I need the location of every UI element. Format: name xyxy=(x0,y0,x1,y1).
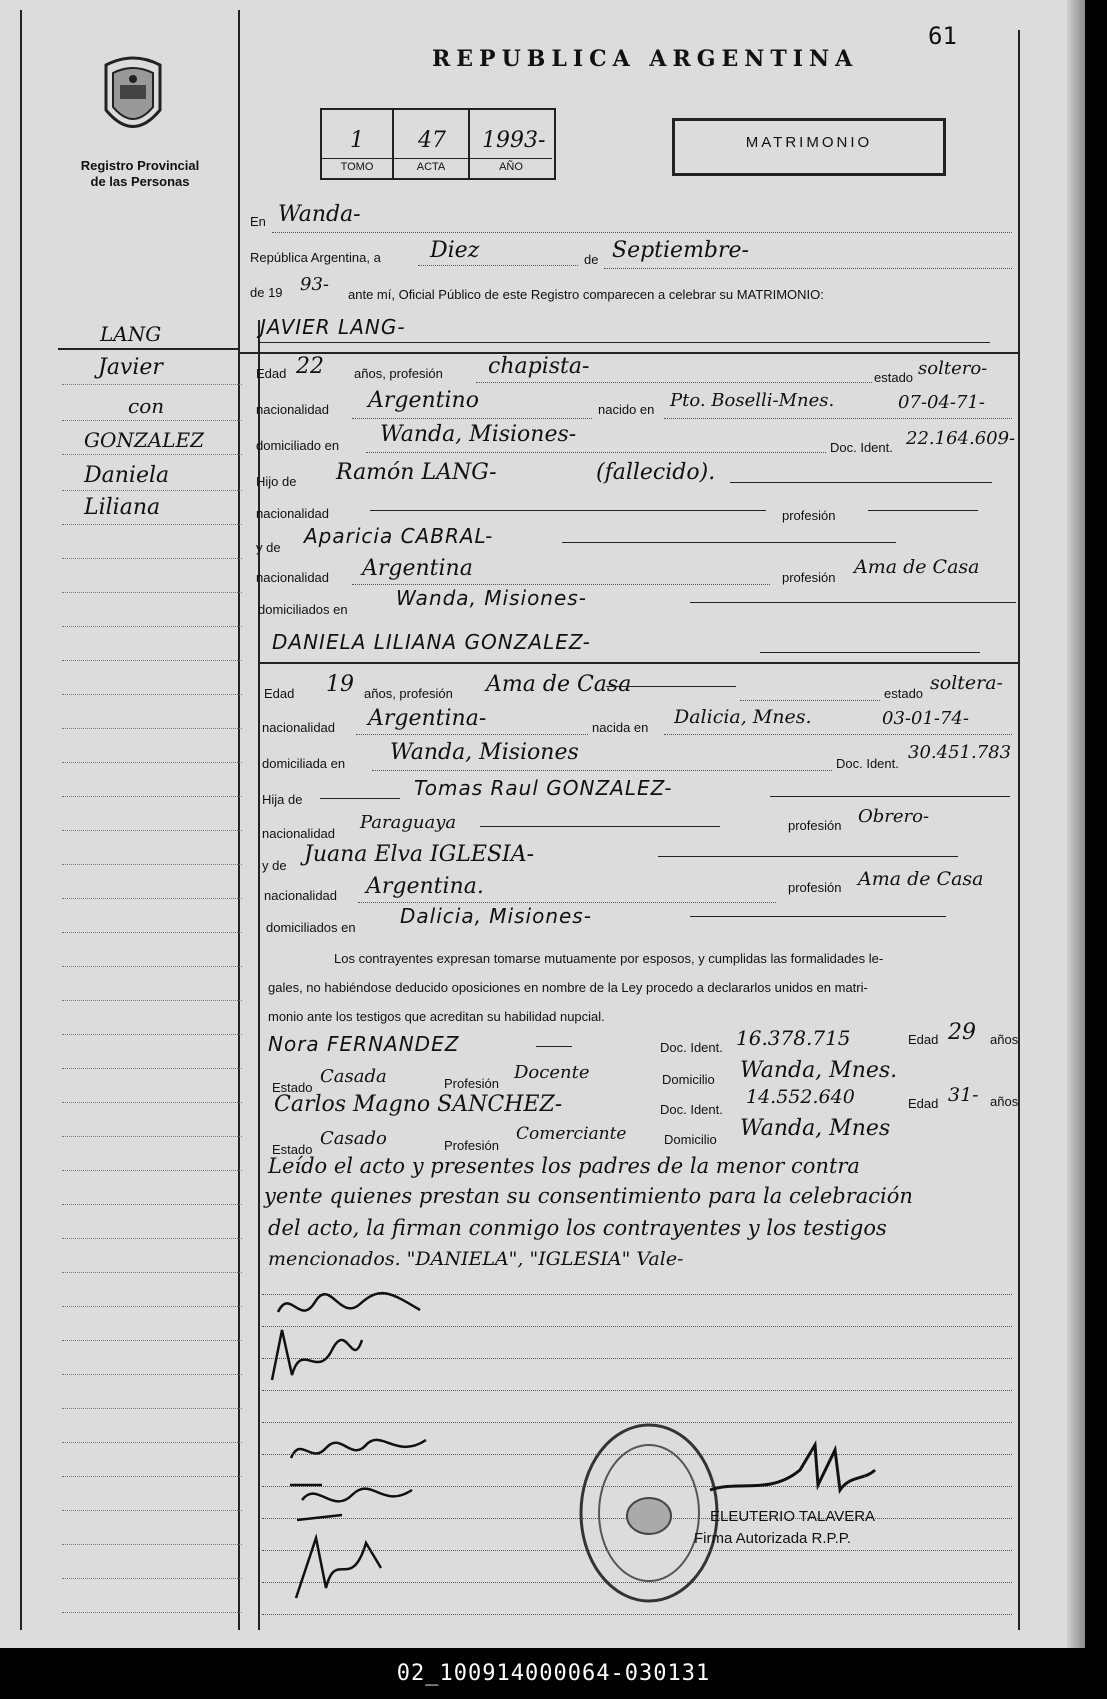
document-code: 02_100914000064-030131 xyxy=(396,1661,711,1686)
groom-nacido-label: nacido en xyxy=(598,402,655,417)
witness1-name-line xyxy=(536,1046,572,1047)
groom-name: JAVIER LANG- xyxy=(260,315,406,339)
witness2-doc: 14.552.640 xyxy=(746,1086,855,1108)
official-title: Firma Autorizada R.P.P. xyxy=(694,1530,852,1547)
witness1-domicilio-label: Domicilio xyxy=(662,1072,715,1087)
bride-profesion-label: años, profesión xyxy=(364,686,453,701)
witness1-anos-label: años xyxy=(990,1032,1019,1047)
bride-nacionalidad-label: nacionalidad xyxy=(262,720,336,735)
bride-nacionalidad: Argentina- xyxy=(368,706,487,731)
signature-testigo-1 xyxy=(286,1430,456,1470)
ano-value: 1993- xyxy=(482,128,546,153)
groom-padre-nac-label: nacionalidad xyxy=(256,506,330,521)
groom-padre-nota: (fallecido). xyxy=(596,460,716,485)
groom-madre-prof: Ama de Casa xyxy=(854,556,980,578)
note-line3: del acto, la firman conmigo los contrayentes y los testigos xyxy=(268,1216,887,1240)
right-border xyxy=(1018,30,1020,1630)
groom-profesion-line xyxy=(476,382,872,383)
groom-estado: soltero- xyxy=(918,358,988,379)
tomo-label: TOMO xyxy=(340,161,374,173)
bride-yde-label: y de xyxy=(262,858,287,873)
record-type-label: MATRIMONIO xyxy=(745,134,873,151)
margin-note-line2: Javier xyxy=(98,355,163,380)
groom-nacionalidad-line xyxy=(352,418,592,419)
place-value: Wanda- xyxy=(278,202,361,227)
year-prefix: de 19 xyxy=(250,285,283,300)
declaration-text xyxy=(268,944,1020,1031)
groom-padre-prof-line xyxy=(868,510,978,511)
bride-name: DANIELA LILIANA GONZALEZ- xyxy=(272,630,591,654)
groom-padre-nac-line xyxy=(370,510,766,511)
bride-madre-nac-line xyxy=(358,902,776,903)
note-line1: Leído el acto y presentes los padres de la menor contra xyxy=(268,1154,860,1178)
bride-dom-padres-line xyxy=(690,916,946,917)
bride-nacida-label: nacida en xyxy=(592,720,649,735)
witness1-profesion-label: Profesión xyxy=(444,1076,499,1091)
acta-label: ACTA xyxy=(416,161,446,173)
month-line xyxy=(604,268,1012,269)
note-line2: yente quienes prestan su consentimiento para la celebración xyxy=(264,1184,913,1208)
day-value: Diez xyxy=(430,238,480,263)
groom-dom-padres-line xyxy=(690,602,1016,603)
country-heading: REPUBLICA ARGENTINA xyxy=(432,46,859,72)
bride-padre: Tomas Raul GONZALEZ- xyxy=(414,776,673,800)
groom-domicilio-line xyxy=(366,452,826,453)
witness1-name: Nora FERNANDEZ xyxy=(268,1032,460,1056)
groom-yde-label: y de xyxy=(256,540,281,555)
bride-madre-prof-label: profesión xyxy=(788,880,842,895)
groom-domiciliado-label: domiciliado en xyxy=(256,438,340,453)
bride-estado-label: estado xyxy=(884,686,924,701)
witness2-edad: 31- xyxy=(948,1084,979,1106)
tomo-value: 1 xyxy=(350,128,364,153)
bride-nacionalidad-line xyxy=(356,734,588,735)
bride-profesion: Ama de Casa xyxy=(486,672,632,697)
bride-nacida-line xyxy=(664,734,1012,735)
day-line xyxy=(418,265,578,266)
witness2-anos-label: años xyxy=(990,1094,1019,1109)
margin-note-line5: Daniela xyxy=(84,463,170,488)
acta-value: 47 xyxy=(418,128,446,153)
place-line xyxy=(272,232,1012,233)
bride-name-line xyxy=(760,652,980,653)
bride-domicilio: Wanda, Misiones xyxy=(390,740,579,765)
groom-madre-nac: Argentina xyxy=(362,556,473,581)
groom-estado-label: estado xyxy=(874,370,914,385)
bride-profesion-dots xyxy=(740,700,880,701)
bride-fecha: 03-01-74- xyxy=(882,708,969,729)
groom-hijo-label: Hijo de xyxy=(256,474,297,489)
groom-dom-padres: Wanda, Misiones- xyxy=(396,586,587,610)
witness1-domicilio: Wanda, Mnes. xyxy=(740,1058,898,1083)
witness1-estado-label: Estado xyxy=(272,1080,313,1095)
witness2-estado: Casado xyxy=(320,1128,387,1149)
bride-madre-nac-label: nacionalidad xyxy=(264,888,338,903)
groom-nacionalidad-label: nacionalidad xyxy=(256,402,330,417)
groom-madre-line xyxy=(562,542,896,543)
bride-estado: soltera- xyxy=(930,672,1003,694)
signature-testigo-3 xyxy=(286,1528,396,1608)
month-value: Septiembre- xyxy=(612,238,749,263)
bride-padre-line xyxy=(770,796,1010,797)
de-label: de xyxy=(584,252,599,267)
groom-padre: Ramón LANG- xyxy=(336,460,497,485)
groom-doc-label: Doc. Ident. xyxy=(830,440,893,455)
provincial-seal-icon xyxy=(98,55,168,145)
groom-nacionalidad: Argentino xyxy=(368,388,479,413)
box-midline xyxy=(322,158,552,159)
republica-label: República Argentina, a xyxy=(250,250,381,265)
bride-domicilio-line xyxy=(372,770,832,771)
groom-profesion: chapista- xyxy=(488,354,590,379)
groom-madre: Aparicia CABRAL- xyxy=(304,524,494,548)
witness2-profesion-label: Profesión xyxy=(444,1138,499,1153)
witness2-edad-label: Edad xyxy=(908,1096,939,1111)
registry-line2: de las Personas xyxy=(90,174,190,189)
bride-doc: 30.451.783 xyxy=(908,742,1012,763)
groom-nacido-line xyxy=(664,418,1012,419)
groom-madre-prof-label: profesión xyxy=(782,570,836,585)
bride-dom-padres: Dalicia, Misiones- xyxy=(400,904,592,928)
groom-madre-nac-line xyxy=(352,584,770,585)
bride-madre: Juana Elva IGLESIA- xyxy=(304,842,535,867)
bride-domiciliada-label: domiciliada en xyxy=(262,756,346,771)
witness2-profesion: Comerciante xyxy=(516,1124,627,1144)
witness1-doc: 16.378.715 xyxy=(736,1026,851,1050)
ano-label: AÑO xyxy=(499,161,523,173)
bride-profesion-line xyxy=(606,686,736,687)
signature-contrayente-2 xyxy=(262,1320,382,1390)
margin-note-line3: con xyxy=(128,394,165,418)
declaration-line1: Los contrayentes expresan tomarse mutuamente por esposos, y cumplidas las formalidades le- xyxy=(334,951,884,966)
registry-name xyxy=(60,158,220,190)
bride-nacida: Dalicia, Mnes. xyxy=(674,706,812,728)
bride-edad: 19 xyxy=(326,672,354,697)
registry-line1: Registro Provincial xyxy=(80,158,200,173)
groom-name-underline xyxy=(260,342,990,343)
declaration-line2: gales, no habiéndose deducido oposiciones en nombre de la Ley procedo a declararlos unidos en matri- xyxy=(268,980,868,995)
bride-section-rule xyxy=(258,662,1018,664)
groom-nacido: Pto. Boselli-Mnes. xyxy=(670,390,835,411)
groom-padre-line xyxy=(730,482,992,483)
bride-madre-nac: Argentina. xyxy=(366,874,484,899)
margin-divider xyxy=(58,348,238,350)
bride-padre-prof: Obrero- xyxy=(858,806,930,827)
groom-fecha: 07-04-71- xyxy=(898,392,985,413)
bride-padre-nac: Paraguaya xyxy=(360,812,457,833)
bride-edad-label: Edad xyxy=(264,686,295,701)
page-number: 61 xyxy=(928,22,957,50)
groom-edad: 22 xyxy=(296,354,324,379)
witness2-domicilio: Wanda, Mnes xyxy=(740,1116,891,1141)
groom-doc: 22.164.609- xyxy=(906,428,1016,449)
year-suffix: 93- xyxy=(300,274,329,295)
witness1-profesion: Docente xyxy=(514,1062,590,1083)
note-line4: mencionados. "DANIELA", "IGLESIA" Vale- xyxy=(268,1248,684,1270)
margin-note-line1: LANG xyxy=(100,322,162,346)
witness2-domicilio-label: Domicilio xyxy=(664,1132,717,1147)
margin-note-line4: GONZALEZ xyxy=(84,428,204,452)
witness2-doc-label: Doc. Ident. xyxy=(660,1102,723,1117)
declaration-line3: monio ante los testigos que acreditan su habilidad nupcial. xyxy=(268,1009,605,1024)
en-label: En xyxy=(250,214,266,229)
bride-padre-nac-line xyxy=(480,826,720,827)
witness1-edad: 29 xyxy=(948,1020,976,1045)
bride-padre-nac-label: nacionalidad xyxy=(262,826,336,841)
bride-hija-label: Hija de xyxy=(262,792,303,807)
signature-official xyxy=(700,1440,880,1510)
bride-doc-label: Doc. Ident. xyxy=(836,756,899,771)
bride-padre-prof-label: profesión xyxy=(788,818,842,833)
bride-madre-prof: Ama de Casa xyxy=(858,868,984,890)
groom-edad-label: Edad xyxy=(256,366,287,381)
far-left-border xyxy=(20,10,22,1630)
witness2-estado-label: Estado xyxy=(272,1142,313,1157)
witness1-estado: Casada xyxy=(320,1066,387,1087)
margin-note-line6: Liliana xyxy=(84,495,161,520)
bride-dom-padres-label: domiciliados en xyxy=(266,920,356,935)
bride-madre-line xyxy=(658,856,958,857)
bride-hija-line xyxy=(320,798,400,799)
groom-profesion-label: años, profesión xyxy=(354,366,443,381)
groom-dom-padres-label: domiciliados en xyxy=(258,602,348,617)
witness2-name: Carlos Magno SANCHEZ- xyxy=(274,1092,563,1117)
groom-section-rule xyxy=(240,352,1018,354)
signature-testigo-2 xyxy=(282,1470,432,1530)
official-name: ELEUTERIO TALAVERA xyxy=(710,1508,876,1525)
witness1-doc-label: Doc. Ident. xyxy=(660,1040,723,1055)
groom-padre-prof-label: profesión xyxy=(782,508,836,523)
groom-madre-nac-label: nacionalidad xyxy=(256,570,330,585)
left-column-border xyxy=(238,10,240,1630)
ante-text: ante mí, Oficial Público de este Registro comparecen a celebrar su MATRIMONIO: xyxy=(348,287,824,302)
witness1-edad-label: Edad xyxy=(908,1032,939,1047)
groom-domicilio: Wanda, Misiones- xyxy=(380,422,577,447)
